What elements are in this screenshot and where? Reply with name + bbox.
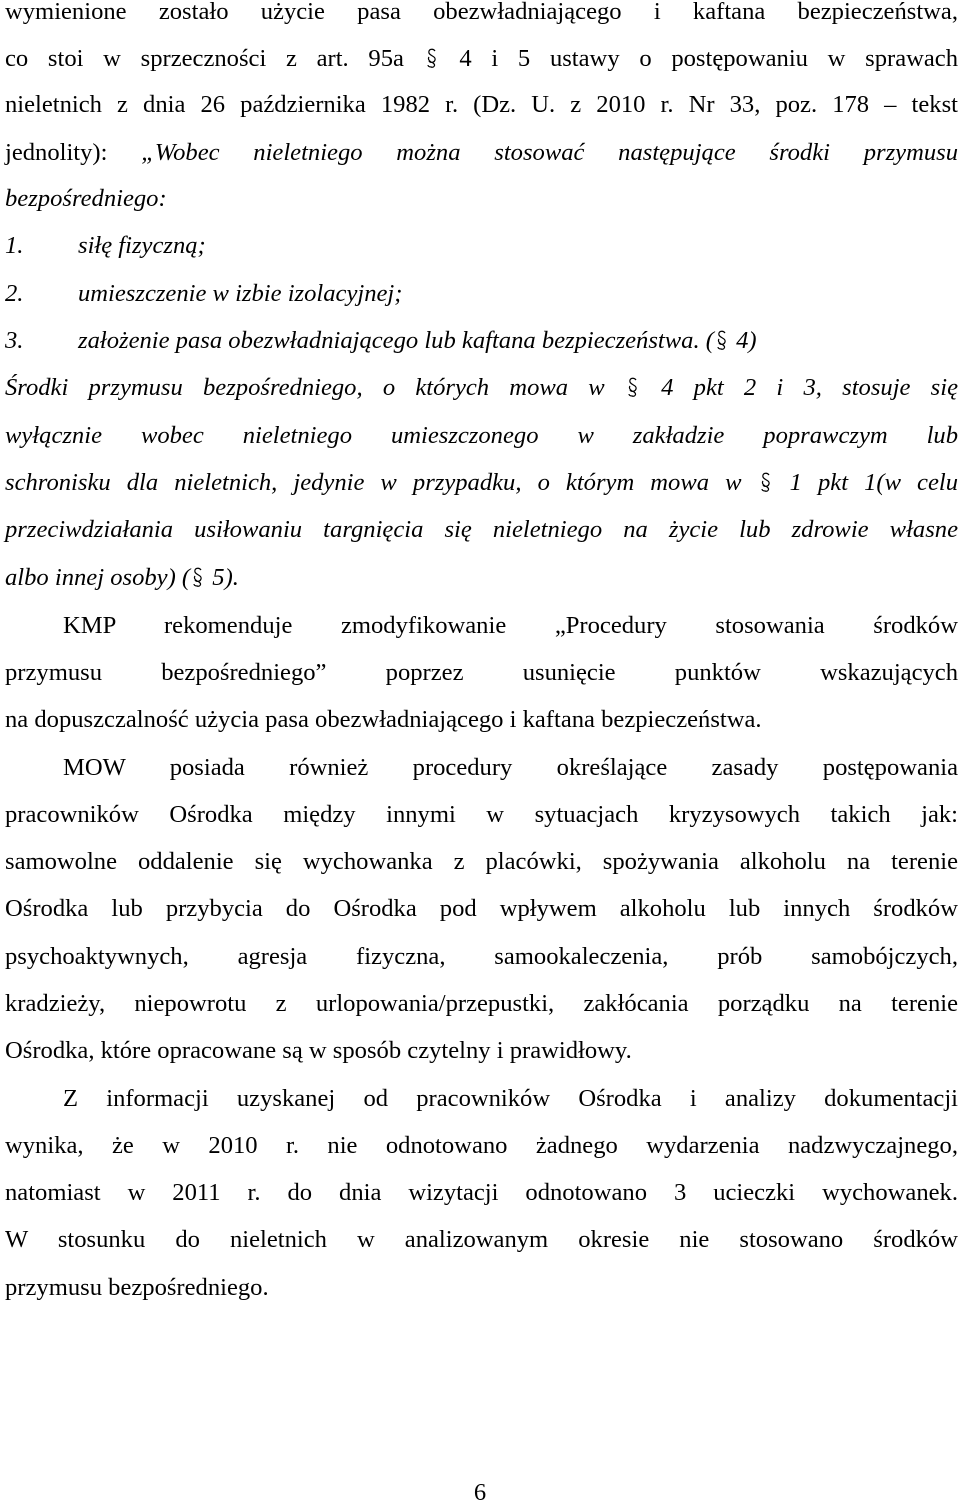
paragraph-kmp-line-2: przymusu bezpośredniego” poprzez usunięcie punktów wskazujących: [5, 659, 958, 686]
text-line-4: jednolity): „Wobec nieletniego można stosować następujące środki przymusu: [5, 139, 958, 166]
section-sign-icon: [192, 567, 204, 587]
paragraph-mow-line-6: kradzieży, niepowrotu z urlopowania/przepustki, zakłócania porządku na terenie: [5, 990, 958, 1017]
text-line-1: wymienione zostało użycie pasa obezwładniającego i kaftana bezpieczeństwa,: [5, 0, 958, 25]
text-line-3: nieletnich z dnia 26 października 1982 r. (Dz. U. z 2010 r. Nr 33, poz. 178 – tekst: [5, 91, 958, 118]
text-line-10: albo innej osoby) ( 5).: [5, 564, 239, 591]
section-sign-icon: [627, 377, 639, 397]
list-item-3: 3. założenie pasa obezwładniającego lub kaftana bezpieczeństwa. ( 4): [5, 327, 757, 354]
text-line-6: Środki przymusu bezpośredniego, o których mowa w 4 pkt 2 i 3, stosuje się: [5, 374, 958, 401]
paragraph-info-line-1: Z informacji uzyskanej od pracowników Ośrodka i analizy dokumentacji: [63, 1085, 958, 1112]
paragraph-info-line-4: W stosunku do nieletnich w analizowanym okresie nie stosowano środków: [5, 1226, 958, 1253]
section-sign-icon: [426, 48, 438, 68]
paragraph-info-line-2: wynika, że w 2010 r. nie odnotowano żadnego wydarzenia nadzwyczajnego,: [5, 1132, 958, 1159]
paragraph-kmp-line-1: KMP rekomenduje zmodyfikowanie „Procedury stosowania środków: [63, 612, 958, 639]
text-line-7: wyłącznie wobec nieletniego umieszczonego w zakładzie poprawczym lub: [5, 422, 958, 449]
paragraph-info-line-5: przymusu bezpośredniego.: [5, 1274, 269, 1301]
text-line-8: schronisku dla nieletnich, jedynie w przypadku, o którym mowa w 1 pkt 1(w celu: [5, 469, 958, 496]
paragraph-info-line-3: natomiast w 2011 r. do dnia wizytacji odnotowano 3 ucieczki wychowanek.: [5, 1179, 958, 1206]
paragraph-mow-line-5: psychoaktywnych, agresja fizyczna, samookaleczenia, prób samobójczych,: [5, 943, 958, 970]
list-item-1: 1. siłę fizyczną;: [5, 232, 206, 259]
text-line-9: przeciwdziałania usiłowaniu targnięcia się nieletniego na życie lub zdrowie własne: [5, 516, 958, 543]
text-line-5: bezpośredniego:: [5, 185, 167, 212]
paragraph-mow-line-2: pracowników Ośrodka między innymi w sytuacjach kryzysowych takich jak:: [5, 801, 958, 828]
paragraph-mow-line-7: Ośrodka, które opracowane są w sposób czytelny i prawidłowy.: [5, 1037, 632, 1064]
page-number: 6: [473, 1479, 487, 1506]
list-item-2: 2. umieszczenie w izbie izolacyjnej;: [5, 280, 403, 307]
paragraph-mow-line-1: MOW posiada również procedury określające zasady postępowania: [63, 754, 958, 781]
paragraph-mow-line-4: Ośrodka lub przybycia do Ośrodka pod wpływem alkoholu lub innych środków: [5, 895, 958, 922]
section-sign-icon: [760, 472, 772, 492]
text-line-2: co stoi w sprzeczności z art. 95a 4 i 5 ustawy o postępowaniu w sprawach: [5, 45, 958, 72]
paragraph-mow-line-3: samowolne oddalenie się wychowanka z placówki, spożywania alkoholu na terenie: [5, 848, 958, 875]
section-sign-icon: [716, 330, 728, 350]
paragraph-kmp-line-3: na dopuszczalność użycia pasa obezwładniającego i kaftana bezpieczeństwa.: [5, 706, 762, 733]
